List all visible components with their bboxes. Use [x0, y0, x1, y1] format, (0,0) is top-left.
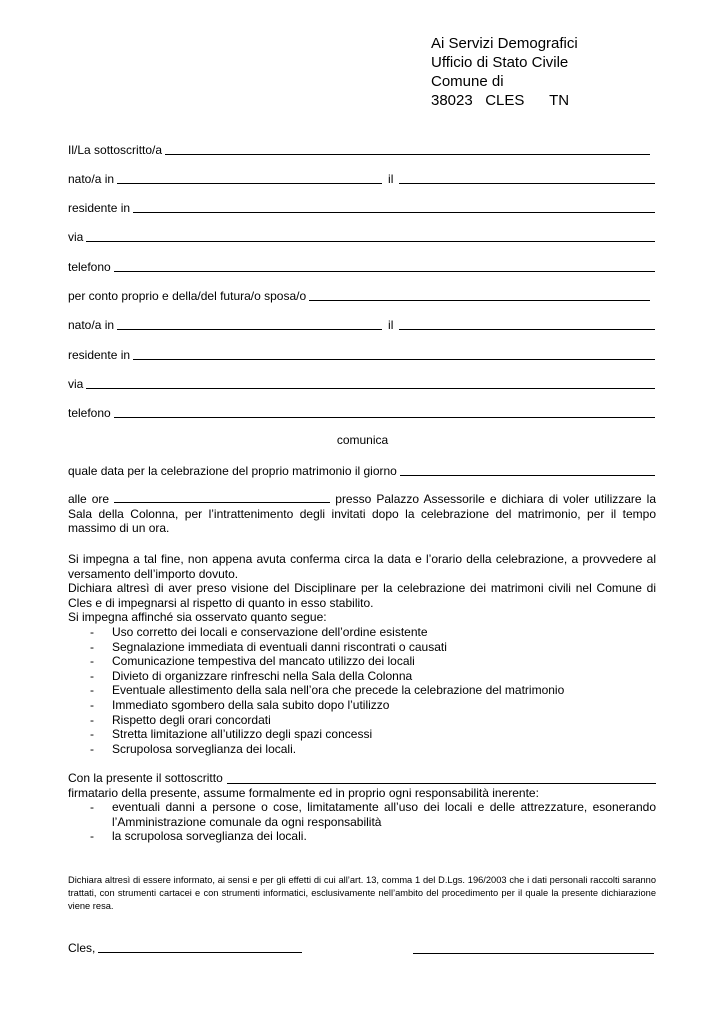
responsibility-statement: firmatario della presente, assume formalmente ed in proprio ogni responsabilità inerente: — [68, 785, 539, 800]
street-field[interactable] — [86, 240, 655, 242]
spouse-birthplace-field[interactable] — [117, 328, 382, 330]
spouse-street-field[interactable] — [86, 387, 655, 389]
payment-commitment: Si impegna a tal fine, non appena avuta conferma circa la data e l’orario della celebrazione, a provvedere al versamento dell’importo dovuto. — [68, 552, 656, 581]
list-item: - Stretta limitazione all’utilizzo degli spazi concessi — [90, 727, 373, 742]
resident-label: residente in — [68, 201, 131, 215]
undersigned-row — [68, 139, 650, 157]
list-item: - la scrupolosa sorveglianza dei locali. — [90, 829, 307, 844]
spouse-residence-field[interactable] — [133, 358, 655, 360]
list-item: - Uso corretto dei locali e conservazione dell’ordine esistente — [90, 624, 428, 639]
list-item: - eventuali danni a persone o cose, limitatamente all’uso dei locali e delle attrezzature, esonerando l’Amministrazione comunale da ogni responsabilità — [90, 800, 656, 829]
wedding-date-row — [68, 460, 655, 478]
undersigned-label: Il/La sottoscritto/a — [68, 143, 163, 157]
applicant-birth-row — [68, 168, 655, 186]
phone-label: telefono — [68, 260, 111, 274]
rules-list — [68, 625, 656, 756]
signature-field[interactable] — [413, 952, 654, 954]
residence-field[interactable] — [133, 211, 655, 213]
time-label: alle ore — [68, 492, 110, 506]
spouse-name-field[interactable] — [309, 299, 650, 301]
spouse-phone-label: telefono — [68, 406, 111, 420]
spouse-row — [68, 285, 650, 303]
spouse-street-label: via — [68, 377, 84, 391]
list-item: - Divieto di organizzare rinfreschi nella Sala della Colonna — [90, 668, 413, 683]
rules-intro: Si impegna affinché sia osservato quanto segue: — [68, 610, 327, 625]
list-item: - Segnalazione immediata di eventuali danni riscontrati o causati — [90, 639, 447, 654]
responsibility-lead: Con la presente il sottoscritto — [68, 771, 223, 785]
on-behalf-label: per conto proprio e della/del futura/o sposa/o — [68, 289, 307, 303]
spouse-birthdate-field[interactable] — [399, 328, 655, 330]
list-item: - Immediato sgombero della sala subito dopo l’utilizzo — [90, 697, 390, 712]
birthplace-field[interactable] — [117, 182, 382, 184]
recipient-address — [431, 34, 578, 110]
undersigned-name-field[interactable] — [165, 153, 650, 155]
spouse-residence-row — [68, 344, 655, 362]
spouse-born-in-label: nato/a in — [68, 318, 115, 332]
privacy-notice: Dichiara altresì di essere informato, ai sensi e per gli effetti di cui all’art. 13, comma 1 del D.Lgs. 196/2003 che i dati personali raccolti saranno trattati, con strumenti cartacei e con strumenti informatici, esclusivamente nell’ambito del procedimento per il quale la presente dichiarazione viene resa. — [68, 875, 656, 911]
on-date-label: il — [388, 172, 394, 186]
commitments-block — [68, 552, 656, 756]
recipient-line-2: Ufficio di Stato Civile — [431, 54, 569, 71]
applicant-phone-row — [68, 256, 655, 274]
date-field[interactable] — [98, 951, 302, 953]
wedding-date-field[interactable] — [400, 474, 655, 476]
time-paragraph-text: presso Palazzo Assessorile e dichiara di voler utilizzare la Sala della Colonna, per l’intrattenimento degli invitati dopo la celebrazione del matrimonio, per il tempo massimo di un ora. — [68, 492, 656, 536]
recipient-line-3: Comune di — [431, 73, 504, 90]
born-in-label: nato/a in — [68, 172, 115, 186]
spouse-phone-field[interactable] — [114, 416, 655, 418]
applicant-residence-row — [68, 197, 655, 215]
birthdate-field[interactable] — [399, 182, 655, 184]
place-label: Cles, — [68, 941, 96, 955]
spouse-phone-row — [68, 402, 655, 420]
street-label: via — [68, 230, 84, 244]
list-item: - Comunicazione tempestiva del mancato utilizzo dei locali — [90, 654, 415, 669]
responsibility-list — [68, 800, 656, 844]
place-date-row — [68, 939, 302, 955]
spouse-birth-row — [68, 314, 655, 332]
list-item: - Eventuale allestimento della sala nell’ora che precede la celebrazione del matrimonio — [90, 683, 565, 698]
phone-field[interactable] — [114, 270, 655, 272]
communicates-heading: comunica — [336, 433, 389, 447]
applicant-street-row — [68, 226, 655, 244]
spouse-resident-label: residente in — [68, 348, 131, 362]
list-item: - Rispetto degli orari concordati — [90, 712, 271, 727]
recipient-line-1: Ai Servizi Demografici — [431, 35, 578, 52]
responsibility-block — [68, 771, 656, 844]
spouse-street-row — [68, 373, 655, 391]
wedding-date-label: quale data per la celebrazione del proprio matrimonio il giorno — [68, 464, 397, 478]
wedding-time-field[interactable] — [114, 492, 330, 503]
time-paragraph — [68, 492, 656, 536]
regulation-declaration: Dichiara altresì di aver preso visione del Disciplinare per la celebrazione dei matrimoni civili nel Comune di Cles e di impegnarsi al rispetto di quanto in esso stabilito. — [68, 581, 656, 610]
recipient-line-4: 38023 CLES TN — [431, 92, 570, 109]
spouse-on-date-label: il — [388, 318, 394, 332]
list-item: - Scrupolosa sorveglianza dei locali. — [90, 741, 297, 756]
responsibility-lead-row — [68, 771, 656, 786]
signatory-name-field[interactable] — [227, 782, 656, 784]
